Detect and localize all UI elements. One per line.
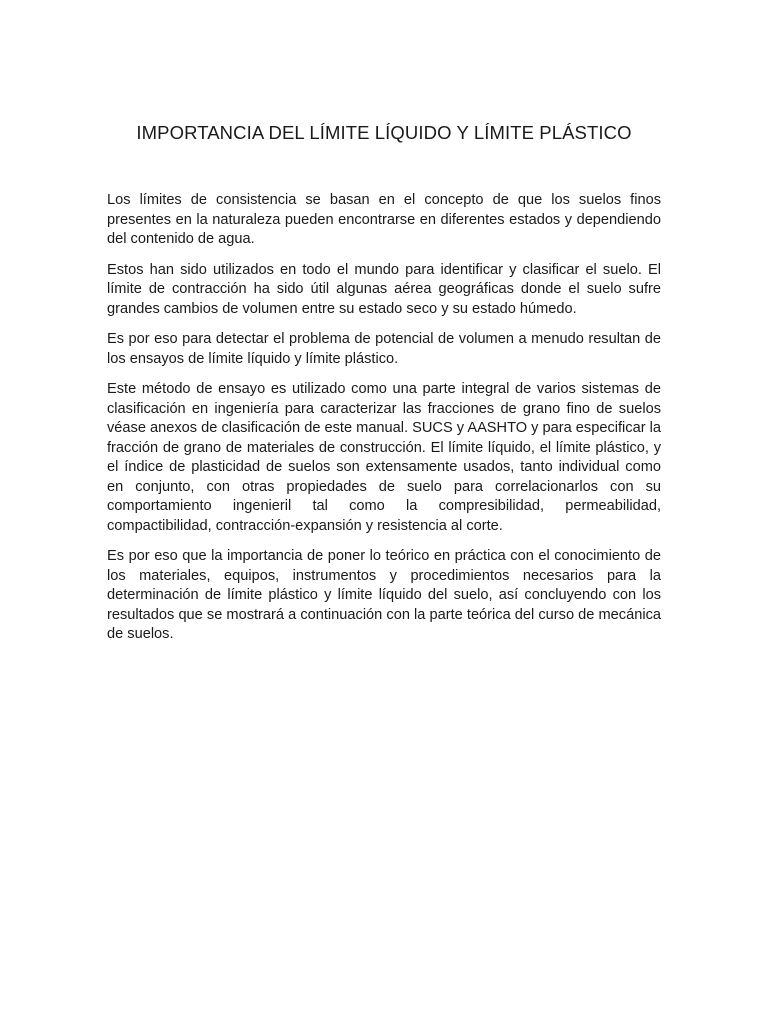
document-title: IMPORTANCIA DEL LÍMITE LÍQUIDO Y LÍMITE PLÁSTICO <box>136 122 632 143</box>
document-body <box>107 191 661 656</box>
paragraph: Los límites de consistencia se basan en el concepto de que los suelos finos presentes en la naturaleza pueden encontrarse en diferentes estados y dependiendo del contenido de agua. <box>107 192 661 247</box>
paragraph: Estos han sido utilizados en todo el mundo para identificar y clasificar el suelo. El límite de contracción ha sido útil algunas aérea geográficas donde el suelo sufre grandes cambios de volumen entre su estado seco y su estado húmedo. <box>107 261 661 317</box>
paragraph: Es por eso que la importancia de poner lo teórico en práctica con el conocimiento de los materiales, equipos, instrumentos y procedimientos necesarios para la determinación de límite plástico y límite líquido del suelo, así concluyendo con los resultados que se mostrará a continuación con la parte teórica del curso de mecánica de suelos. <box>107 548 661 642</box>
paragraph: Este método de ensayo es utilizado como una parte integral de varios sistemas de clasificación en ingeniería para caracterizar las fracciones de grano fino de suelos véase anexos de clasificación de este manual. SUCS y AASHTO y para especificar la fracción de grano de materiales de construcción. El límite líquido, el límite plástico, y el índice de plasticidad de suelos son extensamente usados, tanto individual como en conjunto, con otras propiedades de suelo para correlacionarlos con su comportamiento ingenieril tal como la compresibilidad, permeabilidad, compactibilidad, contracción-expansión y resistencia al corte. <box>107 381 661 534</box>
paragraph: Es por eso para detectar el problema de potencial de volumen a menudo resultan de los ensayos de límite líquido y límite plástico. <box>107 331 661 367</box>
